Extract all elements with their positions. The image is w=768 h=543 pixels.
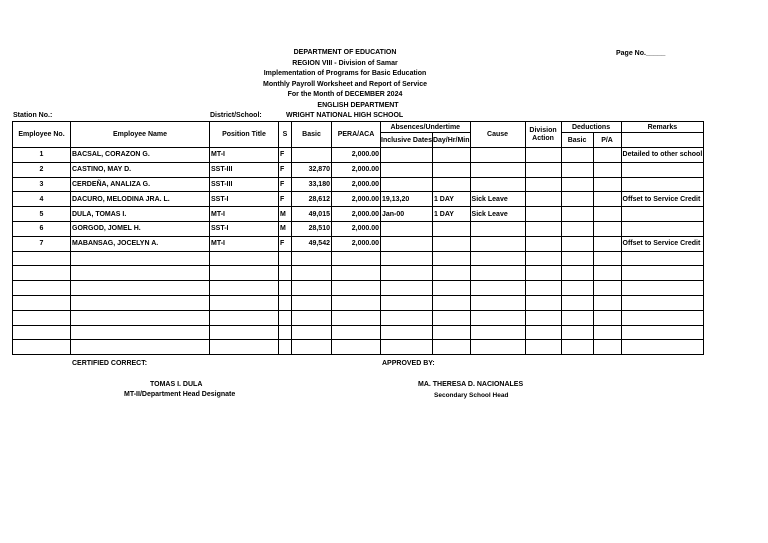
basic-salary-cell: 49,542 bbox=[292, 236, 332, 251]
division-action-cell bbox=[525, 325, 561, 340]
employee-no-cell: 1 bbox=[13, 148, 71, 163]
day-hr-min-cell bbox=[432, 251, 470, 266]
approved-signatory-title: Secondary School Head bbox=[434, 392, 509, 399]
col-header-basic: Basic bbox=[292, 122, 332, 148]
remarks-cell bbox=[621, 310, 704, 325]
col-header-deduction-basic: Basic bbox=[561, 133, 593, 148]
position-title-cell bbox=[210, 251, 279, 266]
deduction-pa-cell bbox=[593, 325, 621, 340]
cause-cell bbox=[470, 236, 525, 251]
deduction-basic-cell bbox=[561, 162, 593, 177]
employee-name-cell bbox=[71, 266, 210, 281]
col-header-inclusive-dates: Inclusive Dates bbox=[381, 133, 433, 148]
division-action-cell bbox=[525, 236, 561, 251]
inclusive-dates-cell bbox=[381, 236, 433, 251]
day-hr-min-cell bbox=[432, 236, 470, 251]
sex-cell bbox=[279, 325, 292, 340]
col-header-employee-name: Employee Name bbox=[71, 122, 210, 148]
col-header-pera: PERA/ACA bbox=[332, 122, 381, 148]
employee-name-cell bbox=[71, 281, 210, 296]
table-row bbox=[13, 310, 704, 325]
col-header-deduction-pa: P/A bbox=[593, 133, 621, 148]
basic-salary-cell: 28,612 bbox=[292, 192, 332, 207]
pera-aca-cell: 2,000.00 bbox=[332, 162, 381, 177]
employee-name-cell bbox=[71, 295, 210, 310]
division-action-cell bbox=[525, 192, 561, 207]
cause-cell bbox=[470, 221, 525, 236]
report-header bbox=[0, 48, 690, 111]
deduction-basic-cell bbox=[561, 310, 593, 325]
approved-label: APPROVED BY: bbox=[382, 360, 435, 367]
deduction-pa-cell bbox=[593, 310, 621, 325]
cause-cell: Sick Leave bbox=[470, 192, 525, 207]
deduction-pa-cell bbox=[593, 148, 621, 163]
inclusive-dates-cell bbox=[381, 148, 433, 163]
deduction-pa-cell bbox=[593, 266, 621, 281]
day-hr-min-cell bbox=[432, 295, 470, 310]
employee-no-cell bbox=[13, 310, 71, 325]
employee-no-cell bbox=[13, 251, 71, 266]
col-header-cause: Cause bbox=[470, 122, 525, 148]
header-line-department: DEPARTMENT OF EDUCATION bbox=[293, 49, 397, 56]
day-hr-min-cell bbox=[432, 325, 470, 340]
inclusive-dates-cell: Jan-00 bbox=[381, 207, 433, 222]
deduction-pa-cell bbox=[593, 340, 621, 355]
remarks-cell bbox=[621, 162, 704, 177]
employee-no-cell bbox=[13, 281, 71, 296]
deduction-pa-cell bbox=[593, 236, 621, 251]
employee-name-cell: BACSAL, CORAZON G. bbox=[71, 148, 210, 163]
employee-no-cell: 6 bbox=[13, 221, 71, 236]
inclusive-dates-cell bbox=[381, 310, 433, 325]
basic-salary-cell bbox=[292, 310, 332, 325]
remarks-cell: Detailed to other school bbox=[621, 148, 704, 163]
col-header-deductions: Deductions bbox=[561, 122, 621, 133]
payroll-table bbox=[12, 121, 704, 355]
pera-aca-cell bbox=[332, 281, 381, 296]
employee-name-cell: DULA, TOMAS I. bbox=[71, 207, 210, 222]
col-header-employee-no: Employee No. bbox=[13, 122, 71, 148]
employee-no-cell: 3 bbox=[13, 177, 71, 192]
cause-cell bbox=[470, 295, 525, 310]
employee-no-cell: 4 bbox=[13, 192, 71, 207]
basic-salary-cell bbox=[292, 325, 332, 340]
deduction-pa-cell bbox=[593, 251, 621, 266]
table-row bbox=[13, 207, 704, 222]
cause-cell bbox=[470, 148, 525, 163]
remarks-cell bbox=[621, 281, 704, 296]
table-row bbox=[13, 325, 704, 340]
col-header-sex: S bbox=[279, 122, 292, 148]
table-row bbox=[13, 236, 704, 251]
employee-name-cell bbox=[71, 325, 210, 340]
header-line-department-name: ENGLISH DEPARTMENT bbox=[317, 101, 399, 109]
employee-name-cell bbox=[71, 340, 210, 355]
position-title-cell: SST-I bbox=[210, 221, 279, 236]
pera-aca-cell: 2,000.00 bbox=[332, 221, 381, 236]
employee-name-cell bbox=[71, 251, 210, 266]
sex-cell: F bbox=[279, 148, 292, 163]
employee-no-cell bbox=[13, 295, 71, 310]
header-line-region: REGION VIII - Division of Samar bbox=[292, 59, 398, 67]
inclusive-dates-cell bbox=[381, 162, 433, 177]
employee-name-cell: DACURO, MELODINA JRA. L. bbox=[71, 192, 210, 207]
basic-salary-cell bbox=[292, 266, 332, 281]
inclusive-dates-cell bbox=[381, 325, 433, 340]
col-header-absences: Absences/Undertime bbox=[381, 122, 471, 133]
certified-signatory-title: MT-II/Department Head Designate bbox=[124, 391, 236, 398]
cause-cell: Sick Leave bbox=[470, 207, 525, 222]
position-title-cell: SST-I bbox=[210, 192, 279, 207]
deduction-pa-cell bbox=[593, 177, 621, 192]
cause-cell bbox=[470, 325, 525, 340]
pera-aca-cell: 2,000.00 bbox=[332, 192, 381, 207]
division-action-cell bbox=[525, 266, 561, 281]
deduction-pa-cell bbox=[593, 192, 621, 207]
deduction-basic-cell bbox=[561, 340, 593, 355]
sex-cell: M bbox=[279, 207, 292, 222]
position-title-cell: SST-III bbox=[210, 177, 279, 192]
employee-no-cell: 2 bbox=[13, 162, 71, 177]
sex-cell: M bbox=[279, 221, 292, 236]
table-row bbox=[13, 177, 704, 192]
cause-cell bbox=[470, 266, 525, 281]
employee-name-cell: MABANSAG, JOCELYN A. bbox=[71, 236, 210, 251]
sex-cell: F bbox=[279, 236, 292, 251]
certified-label: CERTIFIED CORRECT: bbox=[72, 360, 148, 367]
deduction-pa-cell bbox=[593, 221, 621, 236]
pera-aca-cell: 2,000.00 bbox=[332, 207, 381, 222]
basic-salary-cell: 32,870 bbox=[292, 162, 332, 177]
employee-name-cell: CERDEÑA, ANALIZA G. bbox=[71, 177, 210, 192]
col-header-remarks: Remarks bbox=[621, 122, 704, 133]
deduction-basic-cell bbox=[561, 177, 593, 192]
position-title-cell bbox=[210, 340, 279, 355]
school-name: WRIGHT NATIONAL HIGH SCHOOL bbox=[286, 112, 404, 119]
remarks-cell bbox=[621, 266, 704, 281]
cause-cell bbox=[470, 340, 525, 355]
division-action-cell bbox=[525, 221, 561, 236]
inclusive-dates-cell bbox=[381, 340, 433, 355]
basic-salary-cell bbox=[292, 281, 332, 296]
day-hr-min-cell bbox=[432, 266, 470, 281]
day-hr-min-cell: 1 DAY bbox=[432, 192, 470, 207]
employee-no-cell: 5 bbox=[13, 207, 71, 222]
day-hr-min-cell: 1 DAY bbox=[432, 207, 470, 222]
basic-salary-cell: 33,180 bbox=[292, 177, 332, 192]
table-row bbox=[13, 340, 704, 355]
deduction-pa-cell bbox=[593, 281, 621, 296]
day-hr-min-cell bbox=[432, 148, 470, 163]
inclusive-dates-cell bbox=[381, 266, 433, 281]
division-action-cell bbox=[525, 310, 561, 325]
remarks-cell bbox=[621, 251, 704, 266]
cause-cell bbox=[470, 251, 525, 266]
table-row bbox=[13, 251, 704, 266]
sex-cell bbox=[279, 340, 292, 355]
deduction-basic-cell bbox=[561, 325, 593, 340]
basic-salary-cell: 28,510 bbox=[292, 221, 332, 236]
division-action-cell bbox=[525, 177, 561, 192]
basic-salary-cell bbox=[292, 340, 332, 355]
day-hr-min-cell bbox=[432, 177, 470, 192]
pera-aca-cell: 2,000.00 bbox=[332, 177, 381, 192]
page-number: Page No._____ bbox=[616, 50, 666, 57]
inclusive-dates-cell bbox=[381, 221, 433, 236]
position-title-cell bbox=[210, 295, 279, 310]
position-title-cell bbox=[210, 281, 279, 296]
header-line-report-title: Monthly Payroll Worksheet and Report of Service bbox=[262, 80, 428, 88]
remarks-cell: Offset to Service Credit bbox=[621, 192, 704, 207]
table-row bbox=[13, 266, 704, 281]
inclusive-dates-cell bbox=[381, 177, 433, 192]
pera-aca-cell bbox=[332, 310, 381, 325]
division-action-cell bbox=[525, 281, 561, 296]
basic-salary-cell bbox=[292, 148, 332, 163]
remarks-cell bbox=[621, 177, 704, 192]
position-title-cell: MT-I bbox=[210, 148, 279, 163]
cause-cell bbox=[470, 281, 525, 296]
remarks-cell bbox=[621, 325, 704, 340]
employee-no-cell bbox=[13, 325, 71, 340]
cause-cell bbox=[470, 310, 525, 325]
table-row bbox=[13, 295, 704, 310]
sex-cell bbox=[279, 281, 292, 296]
position-title-cell bbox=[210, 325, 279, 340]
col-header-division-action: Division Action bbox=[525, 122, 561, 148]
deduction-basic-cell bbox=[561, 266, 593, 281]
pera-aca-cell bbox=[332, 340, 381, 355]
sex-cell bbox=[279, 310, 292, 325]
sex-cell bbox=[279, 295, 292, 310]
position-title-cell bbox=[210, 266, 279, 281]
deduction-basic-cell bbox=[561, 221, 593, 236]
employee-no-cell bbox=[13, 266, 71, 281]
day-hr-min-cell bbox=[432, 281, 470, 296]
position-title-cell: MT-I bbox=[210, 236, 279, 251]
employee-no-cell: 7 bbox=[13, 236, 71, 251]
col-header-position: Position Title bbox=[210, 122, 279, 148]
basic-salary-cell: 49,015 bbox=[292, 207, 332, 222]
employee-name-cell: GORGOD, JOMEL H. bbox=[71, 221, 210, 236]
sex-cell bbox=[279, 251, 292, 266]
pera-aca-cell: 2,000.00 bbox=[332, 148, 381, 163]
sex-cell bbox=[279, 266, 292, 281]
deduction-basic-cell bbox=[561, 295, 593, 310]
deduction-basic-cell bbox=[561, 236, 593, 251]
division-action-cell bbox=[525, 340, 561, 355]
table-row bbox=[13, 162, 704, 177]
col-header-day-hr-min: Day/Hr/Min bbox=[432, 133, 470, 148]
deduction-basic-cell bbox=[561, 207, 593, 222]
district-label: District/School: bbox=[210, 112, 262, 119]
deduction-pa-cell bbox=[593, 162, 621, 177]
basic-salary-cell bbox=[292, 251, 332, 266]
inclusive-dates-cell: 19,13,20 bbox=[381, 192, 433, 207]
inclusive-dates-cell bbox=[381, 295, 433, 310]
table-row bbox=[13, 221, 704, 236]
remarks-cell bbox=[621, 295, 704, 310]
pera-aca-cell bbox=[332, 295, 381, 310]
position-title-cell bbox=[210, 310, 279, 325]
deduction-basic-cell bbox=[561, 192, 593, 207]
division-action-cell bbox=[525, 295, 561, 310]
day-hr-min-cell bbox=[432, 310, 470, 325]
division-action-cell bbox=[525, 251, 561, 266]
table-row bbox=[13, 192, 704, 207]
remarks-cell bbox=[621, 207, 704, 222]
remarks-cell: Offset to Service Credit bbox=[621, 236, 704, 251]
pera-aca-cell bbox=[332, 325, 381, 340]
division-action-cell bbox=[525, 207, 561, 222]
deduction-pa-cell bbox=[593, 295, 621, 310]
inclusive-dates-cell bbox=[381, 281, 433, 296]
station-label: Station No.: bbox=[13, 112, 53, 119]
division-action-cell bbox=[525, 162, 561, 177]
table-row bbox=[13, 148, 704, 163]
col-header-remarks-blank bbox=[621, 133, 704, 148]
pera-aca-cell bbox=[332, 266, 381, 281]
inclusive-dates-cell bbox=[381, 251, 433, 266]
day-hr-min-cell bbox=[432, 162, 470, 177]
table-row bbox=[13, 281, 704, 296]
remarks-cell bbox=[621, 221, 704, 236]
basic-salary-cell bbox=[292, 295, 332, 310]
position-title-cell: MT-I bbox=[210, 207, 279, 222]
header-line-program: Implementation of Programs for Basic Education bbox=[263, 70, 427, 77]
approved-signatory-name: MA. THERESA D. NACIONALES bbox=[418, 381, 524, 388]
division-action-cell bbox=[525, 148, 561, 163]
deduction-basic-cell bbox=[561, 251, 593, 266]
deduction-basic-cell bbox=[561, 281, 593, 296]
deduction-basic-cell bbox=[561, 148, 593, 163]
employee-name-cell bbox=[71, 310, 210, 325]
certified-signatory-name: TOMAS I. DULA bbox=[150, 381, 203, 388]
sex-cell: F bbox=[279, 177, 292, 192]
position-title-cell: SST-III bbox=[210, 162, 279, 177]
cause-cell bbox=[470, 177, 525, 192]
employee-name-cell: CASTINO, MAY D. bbox=[71, 162, 210, 177]
deduction-pa-cell bbox=[593, 207, 621, 222]
pera-aca-cell: 2,000.00 bbox=[332, 236, 381, 251]
sex-cell: F bbox=[279, 162, 292, 177]
cause-cell bbox=[470, 162, 525, 177]
day-hr-min-cell bbox=[432, 340, 470, 355]
day-hr-min-cell bbox=[432, 221, 470, 236]
employee-no-cell bbox=[13, 340, 71, 355]
remarks-cell bbox=[621, 340, 704, 355]
pera-aca-cell bbox=[332, 251, 381, 266]
sex-cell: F bbox=[279, 192, 292, 207]
header-line-month: For the Month of DECEMBER 2024 bbox=[287, 91, 403, 98]
